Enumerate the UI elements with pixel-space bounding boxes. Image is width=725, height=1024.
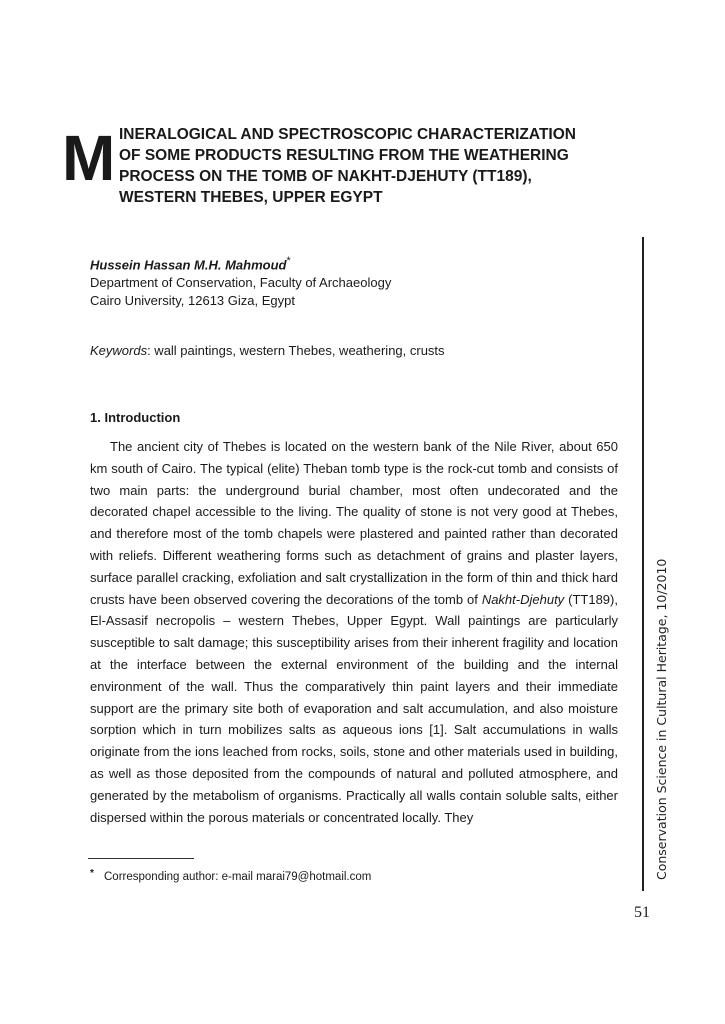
journal-running-title: Conservation Science in Cultural Heritage, 10/2010 [654, 558, 669, 880]
author-affiliation-1: Department of Conservation, Faculty of Archaeology [90, 275, 392, 291]
author-name: Hussein Hassan M.H. Mahmoud [90, 257, 287, 273]
author-name-line [90, 252, 391, 274]
title-line-1: INERALOGICAL AND SPECTROSCOPIC CHARACTERIZATION [119, 126, 576, 143]
body-text [90, 436, 618, 828]
paragraph-part-1: The ancient city of Thebes is located on the western bank of the Nile River, about 650 km south of Cairo. The typical (elite) Theban tomb type is the rock-cut tomb and consists of two main parts: the underground burial chamber, most often undecorated and the decorated chapel accessible to the living. The quality of stone is not very good at Thebes, and therefore most of the tomb chapels were plastered and painted rather than decorated with reliefs. Different weathering forms such as detachment of grains and plaster layers, surface parallel cracking, exfoliation and salt crystallization in the form of thin and thick hard crusts have been observed covering the decorations of the tomb of [90, 439, 618, 607]
title-line-2: OF SOME PRODUCTS RESULTING FROM THE WEATHERING [119, 147, 569, 164]
paragraph [90, 436, 618, 828]
title-dropcap: M [62, 122, 114, 194]
footnote-text: Corresponding author: e-mail marai79@hotmail.com [104, 871, 372, 883]
author-footnote-mark: * [286, 255, 291, 267]
page-number: 51 [634, 904, 650, 921]
footnote-mark: * [90, 868, 94, 879]
side-vertical-rule [642, 237, 644, 891]
paragraph-italic-term: Nakht-Djehuty [481, 591, 565, 607]
title-line-3: PROCESS ON THE TOMB OF NAKHT-DJEHUTY (TT189), [119, 168, 532, 185]
keywords-label: Keywords [90, 343, 148, 358]
keywords-text: : wall paintings, western Thebes, weathering, crusts [147, 343, 445, 358]
author-block [90, 252, 391, 310]
section-heading: 1. Introduction [90, 410, 181, 425]
keywords [90, 342, 445, 360]
paragraph-part-2: (TT189), El-Assasif necropolis – western Thebes, Upper Egypt. Wall paintings are particularly susceptible to salt damage; this susceptibility arises from their inherent fragility and location at the interface between the external environment of the building and the internal environment of the wall. Thus the comparatively thin paint layers and their immediate support are the primary site both of evaporation and salt accumulation, and also moisture sorption which in turn mobilizes salts as aqueous ions [1]. Salt accumulations in walls originate from the ions leached from rocks, soils, stone and other materials used in building, as well as those deposited from the compounds of natural and polluted atmosphere, and generated by the metabolism of organisms. Practically all walls contain soluble salts, either dispersed within the porous materials or concentrated locally. They [90, 591, 618, 825]
title-line-4: WESTERN THEBES, UPPER EGYPT [119, 189, 383, 206]
title-lines [119, 124, 639, 208]
footnote [90, 866, 371, 885]
author-affiliation-2: Cairo University, 12613 Giza, Egypt [90, 293, 295, 309]
footnote-divider [88, 858, 194, 859]
